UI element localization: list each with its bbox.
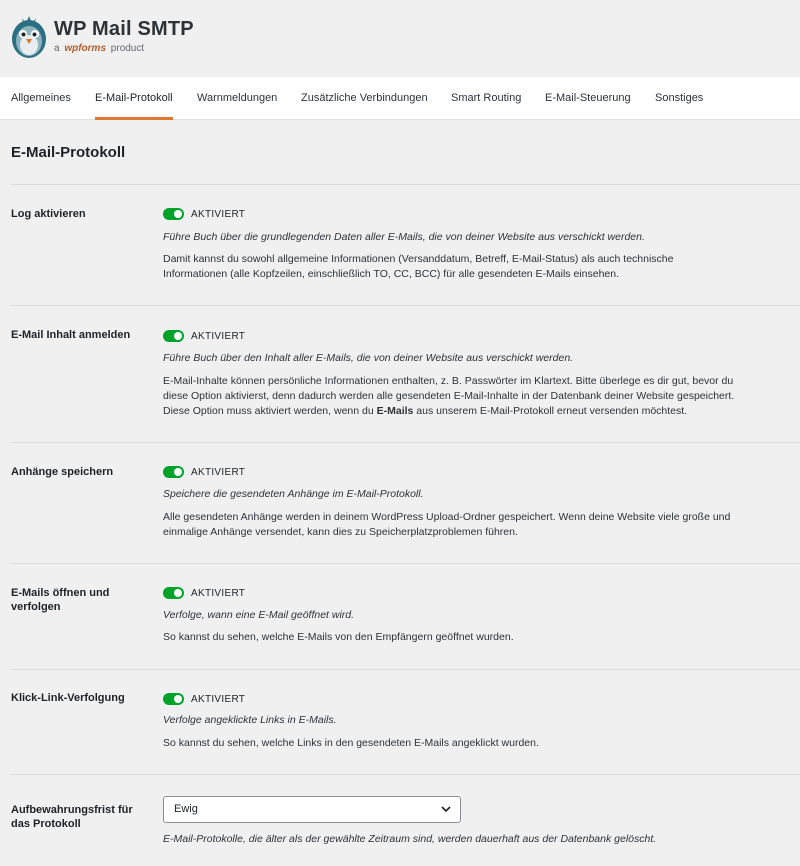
save-attachments-label: Anhänge speichern [11,466,114,478]
save-attachments-desc-1: Alle gesendeten Anhänge werden in deinem WordPress Upload-Ordner gespeichert. Wenn deine Website viele große und [163,511,731,523]
tab-email-protokoll[interactable]: E-Mail-Protokoll [95,77,173,120]
toggle-state-label: AKTIVIERT [191,693,246,705]
log-enable-desc-1: Damit kannst du sowohl allgemeine Informationen (Versanddatum, Betreff, E-Mail-Status) als auch technische [163,253,674,265]
toggle-state-label: AKTIVIERT [191,330,246,342]
log-enable-control [163,208,245,220]
log-enable-desc-2: Informationen (alle Kopfzeilen, einschließlich TO, CC, BCC) für alle gesendeten E-Mails einsehen. [163,268,620,280]
save-attachments-hint: Speichere die gesendeten Anhänge im E-Mail-Protokoll. [163,488,424,500]
divider [11,774,800,775]
log-content-desc-1: E-Mail-Inhalte können persönliche Informationen enthalten, z. B. Passwörter im Klartext. Bitte überlege es dir gut, bevor du [163,375,734,387]
open-tracking-label-line-1: E-Mails öffnen und [11,587,110,599]
click-tracking-label: Klick-Link-Verfolgung [11,692,125,704]
log-enable-hint: Führe Buch über die grundlegenden Daten aller E-Mails, die von deiner Website aus verschickt werden. [163,231,645,243]
open-tracking-label [11,586,146,614]
open-tracking-control [163,587,245,599]
open-tracking-desc-1: So kannst du sehen, welche E-Mails von den Empfängern geöffnet wurden. [163,631,514,643]
click-tracking-toggle[interactable] [163,693,184,705]
chevron-down-icon [441,805,451,813]
toggle-state-label: AKTIVIERT [191,587,246,599]
header [0,0,800,77]
retention-label-line-2: das Protokoll [11,818,81,830]
log-content-toggle[interactable] [163,330,184,342]
tab-warnmeldungen[interactable]: Warnmeldungen [197,92,278,104]
save-attachments-desc-2: einmalige Anhänge versendet, kann dies zu Speicherplatzproblemen führen. [163,526,518,538]
retention-label [11,803,146,831]
log-content-hint: Führe Buch über den Inhalt aller E-Mails, die von deiner Website aus verschickt werden. [163,352,574,364]
desc-bold-text: E-Mails [376,405,414,417]
tab-email-steuerung[interactable]: E-Mail-Steuerung [545,92,631,104]
retention-label-line-1: Aufbewahrungsfrist für [11,804,133,816]
retention-selected-value: Ewig [174,803,198,815]
brand-title: WP Mail SMTP [54,18,194,40]
brand-sub-prefix: a [54,43,60,54]
save-attachments-control [163,466,245,478]
tab-allgemeines[interactable]: Allgemeines [11,92,71,104]
divider [11,563,800,564]
open-tracking-label-line-2: verfolgen [11,601,61,613]
log-enable-toggle[interactable] [163,208,184,220]
divider [11,669,800,670]
divider [11,184,800,185]
log-content-desc-2: diese Option aktivierst, denn dadurch werden alle gesendeten E-Mail-Inhalte in der Datenbank deiner Website gespeichert. [163,390,735,402]
click-tracking-control [163,693,245,705]
page-title: E-Mail-Protokoll [11,144,126,161]
tab-sonstiges[interactable]: Sonstiges [655,92,704,104]
toggle-state-label: AKTIVIERT [191,208,246,220]
tab-zusaetzliche-verbindungen[interactable]: Zusätzliche Verbindungen [301,92,428,104]
log-content-label: E-Mail Inhalt anmelden [11,329,131,341]
tab-smart-routing[interactable]: Smart Routing [451,92,522,104]
desc-text: Diese Option muss aktiviert werden, wenn du [163,405,374,417]
log-enable-label: Log aktivieren [11,208,86,220]
log-content-desc-3 [163,404,793,419]
brand-subtitle [54,43,144,54]
click-tracking-desc-1: So kannst du sehen, welche Links in den gesendeten E-Mails angeklickt wurden. [163,737,539,749]
toggle-state-label: AKTIVIERT [191,466,246,478]
retention-hint: E-Mail-Protokolle, die älter als der gewählte Zeitraum sind, werden dauerhaft aus der Datenbank gelöscht. [163,833,657,845]
wpforms-logo: wpforms [64,43,107,54]
divider [11,305,800,306]
open-tracking-hint: Verfolge, wann eine E-Mail geöffnet wird. [163,609,355,621]
click-tracking-hint: Verfolge angeklickte Links in E-Mails. [163,714,337,726]
pigeon-mascot-icon [10,12,48,60]
desc-text: aus unserem E-Mail-Protokoll erneut versenden möchtest. [416,405,688,417]
open-tracking-toggle[interactable] [163,587,184,599]
brand-sub-suffix: product [110,43,145,54]
divider [11,442,800,443]
settings-tabs [0,77,800,120]
save-attachments-toggle[interactable] [163,466,184,478]
log-content-control [163,330,245,342]
retention-period-select[interactable] [163,796,461,823]
